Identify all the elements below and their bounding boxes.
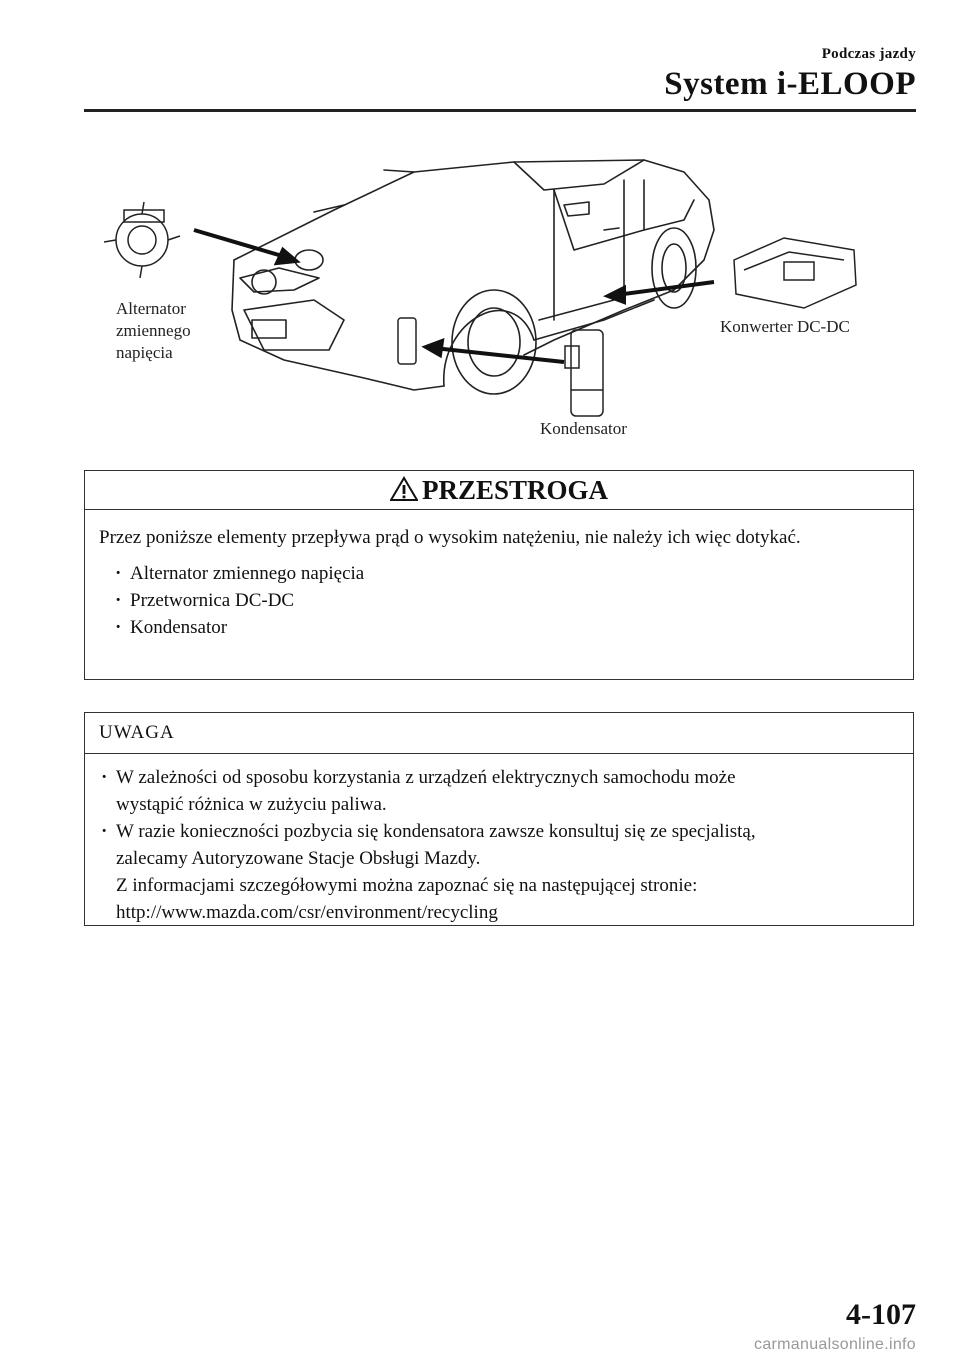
note-heading: UWAGA <box>85 713 913 754</box>
label-dc-dc-converter: Konwerter DC-DC <box>720 317 850 336</box>
label-alternator <box>116 298 191 364</box>
caution-header <box>85 471 913 510</box>
caution-item: · Alternator zmiennego napięcia <box>115 560 899 587</box>
caution-heading: PRZESTROGA <box>421 475 609 505</box>
note-item-line: zalecamy Autoryzowane Stacje Obsługi Mazdy. <box>116 848 481 869</box>
warning-triangle-icon <box>390 474 418 512</box>
note-item-line: Z informacjami szczegółowymi można zapoznać się na następującej stronie: <box>116 875 698 896</box>
label-capacitor: Kondensator <box>540 419 627 438</box>
car-components-illustration <box>84 150 916 450</box>
note-item-line: · W razie konieczności pozbycia się kondensatora zawsze konsultuj się ze specjalistą, <box>116 821 756 842</box>
label-alternator-line-3: napięcia <box>116 343 173 362</box>
watermark: carmanualsonline.info <box>754 1336 916 1353</box>
caution-box <box>84 470 914 680</box>
car-line-drawing <box>84 150 916 450</box>
caution-intro: Przez poniższe elementy przepływa prąd o wysokim natężeniu, nie należy ich więc dotykać. <box>99 527 801 548</box>
section-header: Podczas jazdy <box>821 46 916 62</box>
label-alternator-line-1: Alternator <box>116 299 186 318</box>
page-title: System i-ELOOP <box>664 66 916 102</box>
label-alternator-line-2: zmiennego <box>116 321 191 340</box>
note-item-line: · W zależności od sposobu korzystania z urządzeń elektrycznych samochodu może <box>116 767 736 788</box>
recycling-url[interactable]: http://www.mazda.com/csr/environment/recycling <box>116 902 498 923</box>
page-number: 4-107 <box>846 1298 916 1331</box>
note-item <box>101 764 899 818</box>
note-item <box>101 818 899 926</box>
header-rule <box>84 109 916 112</box>
note-item-line: wystąpić różnica w zużyciu paliwa. <box>116 794 387 815</box>
caution-item: · Przetwornica DC-DC <box>115 587 899 614</box>
note-box <box>84 712 914 926</box>
caution-item: · Kondensator <box>115 614 899 641</box>
